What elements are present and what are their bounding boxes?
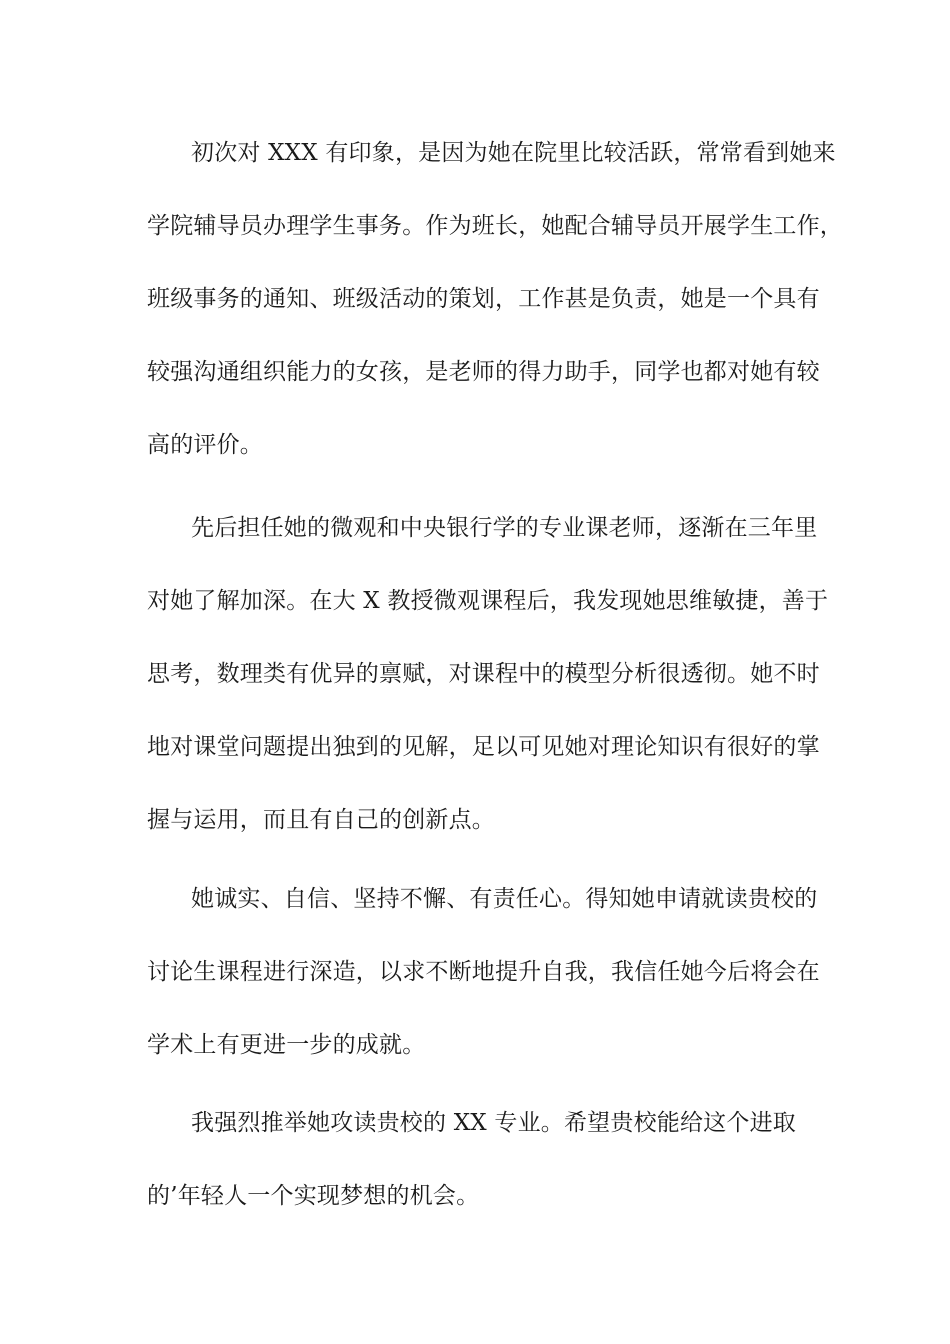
paragraph-line: 我强烈推举她攻读贵校的 XX 专业。希望贵校能给这个进取 <box>191 1110 796 1136</box>
paragraph-line: 讨论生课程进行深造，以求不断地提升自我，我信任她今后将会在 <box>147 959 820 985</box>
paragraph-line: 对她了解加深。在大 X 教授微观课程后，我发现她思维敏捷，善于 <box>147 588 829 614</box>
paragraph-line: 先后担任她的微观和中央银行学的专业课老师，逐渐在三年里 <box>191 515 818 541</box>
paragraph-line: 较强沟通组织能力的女孩，是老师的得力助手，同学也都对她有较 <box>147 359 820 385</box>
paragraph-line: 地对课堂问题提出独到的见解，足以可见她对理论知识有很好的掌 <box>147 734 820 760</box>
paragraph-line: 她诚实、自信、坚持不懈、有责任心。得知她申请就读贵校的 <box>191 886 818 912</box>
paragraph-line: 学院辅导员办理学生事务。作为班长，她配合辅导员开展学生工作， <box>147 213 843 239</box>
paragraph-line: 班级事务的通知、班级活动的策划，工作甚是负责，她是一个具有 <box>147 286 820 312</box>
paragraph-line: 高的评价。 <box>147 432 263 458</box>
paragraph-line: 思考，数理类有优异的禀赋，对课程中的模型分析很透彻。她不时 <box>147 661 820 687</box>
paragraph-line: 学术上有更进一步的成就。 <box>147 1032 426 1058</box>
paragraph-line: 的’年轻人一个实现梦想的机会。 <box>147 1183 480 1209</box>
paragraph-line: 初次对 XXX 有印象，是因为她在院里比较活跃，常常看到她来 <box>191 140 836 166</box>
paragraph-line: 握与运用，而且有自己的创新点。 <box>147 807 495 833</box>
